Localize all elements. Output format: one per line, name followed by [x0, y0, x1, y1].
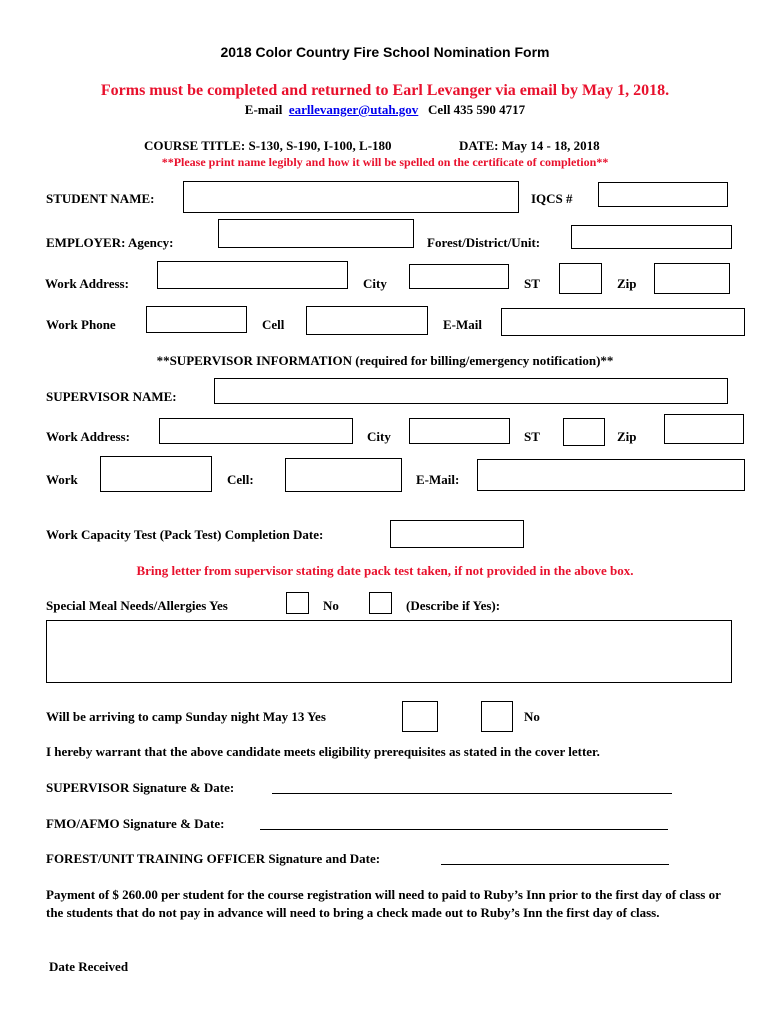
employer-agency-label: EMPLOYER: Agency:	[46, 235, 174, 250]
contact-line	[0, 102, 770, 118]
pack-test-label: Work Capacity Test (Pack Test) Completion Date:	[46, 527, 324, 542]
course-title: COURSE TITLE: S-130, S-190, I-100, L-180	[144, 138, 392, 153]
supervisor-zip-field[interactable]	[664, 414, 744, 444]
supervisor-email-label: E-Mail:	[416, 472, 460, 487]
supervisor-section-heading: **SUPERVISOR INFORMATION (required for billing/emergency notification)**	[156, 353, 614, 368]
cell-label: Cell	[262, 317, 285, 332]
supervisor-city-label: City	[367, 429, 391, 444]
agency-field[interactable]	[218, 219, 414, 248]
supervisor-name-field[interactable]	[214, 378, 728, 404]
fmo-signature-line[interactable]	[260, 829, 668, 830]
work-address-field[interactable]	[157, 261, 348, 289]
form-title: 2018 Color Country Fire School Nomination Form	[220, 44, 550, 60]
supervisor-email-field[interactable]	[477, 459, 745, 491]
supervisor-name-label: SUPERVISOR NAME:	[46, 389, 177, 404]
supervisor-work-address-label: Work Address:	[46, 429, 130, 444]
supervisor-zip-label: Zip	[617, 429, 637, 444]
arrival-no-checkbox[interactable]	[481, 701, 513, 732]
meal-no-label: No	[323, 598, 339, 613]
meal-needs-label: Special Meal Needs/Allergies Yes	[46, 598, 228, 613]
supervisor-cell-label: Cell:	[227, 472, 254, 487]
city-field[interactable]	[409, 264, 509, 289]
meal-no-checkbox[interactable]	[369, 592, 392, 614]
forest-district-field[interactable]	[571, 225, 732, 249]
contact-cell: Cell 435 590 4717	[428, 102, 526, 117]
zip-field[interactable]	[654, 263, 730, 294]
supervisor-city-field[interactable]	[409, 418, 510, 444]
print-note: **Please print name legibly and how it will be spelled on the certificate of completion**	[161, 155, 609, 169]
arrival-label: Will be arriving to camp Sunday night May 13 Yes	[46, 709, 326, 724]
work-phone-label: Work Phone	[46, 317, 116, 332]
supervisor-st-field[interactable]	[563, 418, 605, 446]
course-date: DATE: May 14 - 18, 2018	[459, 138, 600, 153]
supervisor-signature-line[interactable]	[272, 793, 672, 794]
arrival-no-label: No	[524, 709, 540, 724]
student-name-label: STUDENT NAME:	[46, 191, 155, 206]
supervisor-signature-label: SUPERVISOR Signature & Date:	[46, 780, 235, 795]
iqcs-field[interactable]	[598, 182, 728, 207]
student-name-field[interactable]	[183, 181, 519, 213]
work-phone-field[interactable]	[146, 306, 247, 333]
warrant-statement: I hereby warrant that the above candidate meets eligibility prerequisites as stated in the cover letter.	[46, 744, 600, 759]
meal-yes-checkbox[interactable]	[286, 592, 309, 614]
supervisor-st-label: ST	[524, 429, 540, 444]
meal-description-field[interactable]	[46, 620, 732, 683]
arrival-yes-checkbox[interactable]	[402, 701, 438, 732]
st-label: ST	[524, 276, 540, 291]
meal-describe-label: (Describe if Yes):	[406, 598, 501, 613]
fmo-signature-label: FMO/AFMO Signature & Date:	[46, 816, 225, 831]
payment-paragraph: Payment of $ 260.00 per student for the course registration will need to paid to Ruby’s Inn prior to the first day of class or the students that do not pay in advance will need to bring a check made out to Ruby’s Inn the first day of class.	[46, 887, 721, 920]
pack-test-note: Bring letter from supervisor stating date pack test taken, if not provided in the above box.	[136, 563, 634, 578]
supervisor-work-address-field[interactable]	[159, 418, 353, 444]
date-received-label: Date Received	[49, 959, 129, 974]
training-officer-signature-label: FOREST/UNIT TRAINING OFFICER Signature and Date:	[46, 851, 381, 866]
email-label: E-mail	[244, 102, 283, 117]
forest-district-label: Forest/District/Unit:	[427, 235, 541, 250]
st-field[interactable]	[559, 263, 602, 294]
pack-test-date-field[interactable]	[390, 520, 524, 548]
supervisor-work-label: Work	[46, 472, 78, 487]
submission-notice: Forms must be completed and returned to Earl Levanger via email by May 1, 2018.	[100, 82, 670, 99]
student-email-label: E-Mail	[443, 317, 482, 332]
iqcs-label: IQCS #	[531, 191, 573, 206]
cell-field[interactable]	[306, 306, 428, 335]
contact-email-link[interactable]: earllevanger@utah.gov	[288, 102, 419, 117]
supervisor-cell-field[interactable]	[285, 458, 402, 492]
zip-label: Zip	[617, 276, 637, 291]
student-email-field[interactable]	[501, 308, 745, 336]
work-address-label: Work Address:	[45, 276, 129, 291]
training-officer-signature-line[interactable]	[441, 864, 669, 865]
supervisor-work-phone-field[interactable]	[100, 456, 212, 492]
city-label: City	[363, 276, 387, 291]
